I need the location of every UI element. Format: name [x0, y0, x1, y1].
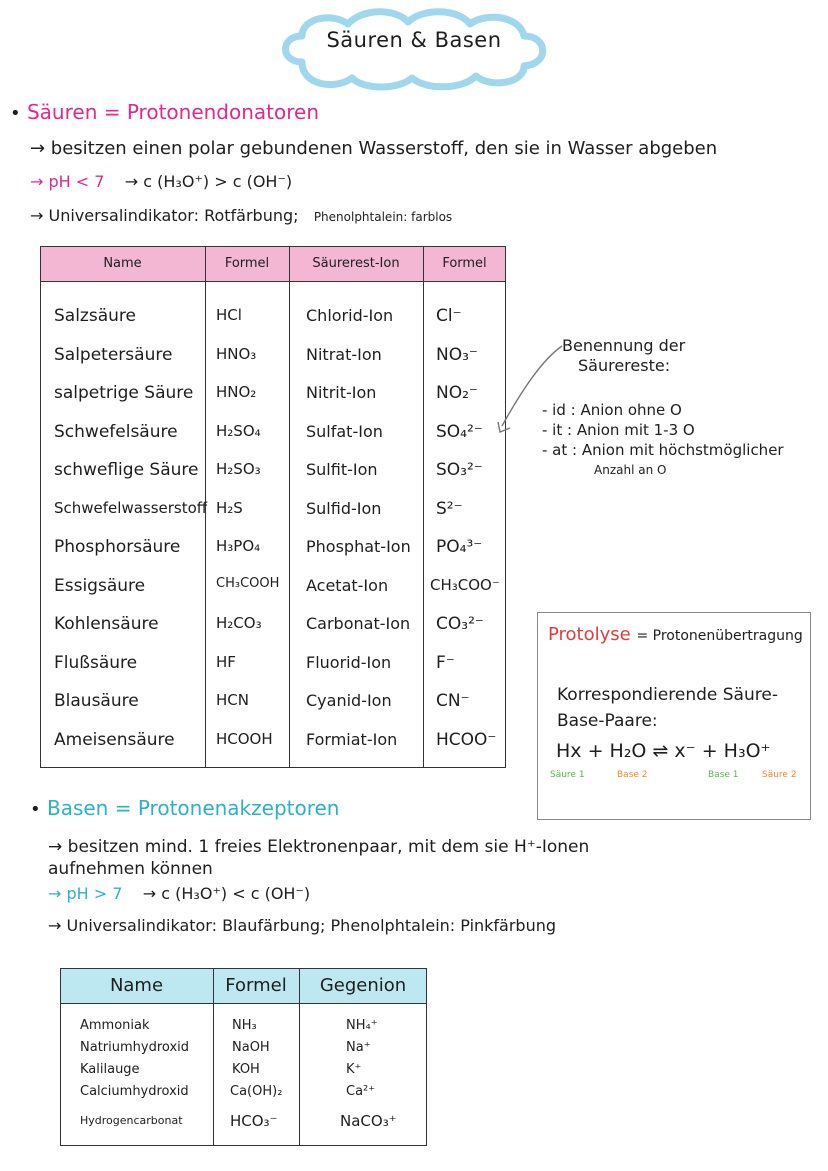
residue-formula: PO₄³⁻	[436, 537, 483, 557]
acid-name: Essigsäure	[54, 575, 146, 596]
naming-title-line2: Säurereste:	[578, 356, 671, 375]
acid-formula: CH₃COOH	[216, 575, 280, 591]
label-acid-1: Säure 1	[550, 770, 585, 780]
residue-formula: F⁻	[436, 652, 455, 673]
acid-formula: H₃PO₄	[216, 537, 261, 555]
label-base-2: Base 2	[617, 770, 648, 780]
acids-header-acid-residue: Säurerest-Ion	[312, 256, 400, 271]
residue-name: Chlorid-Ion	[306, 306, 394, 325]
acid-name: schweflige Säure	[54, 460, 199, 480]
table-row	[40, 416, 506, 455]
bases-concentration: → c (H₃O⁺) < c (OH⁻)	[142, 884, 311, 903]
table-row	[40, 339, 506, 378]
table-row	[40, 570, 506, 609]
base-formula: KOH	[232, 1062, 260, 1077]
acid-formula: HF	[216, 652, 236, 671]
table-row	[40, 608, 506, 647]
acid-formula: HCl	[216, 306, 242, 324]
base-name: Calciumhydroxid	[80, 1084, 189, 1099]
table-row	[40, 377, 506, 416]
page-title: Säuren & Basen	[326, 28, 502, 52]
acid-formula: H₂S	[216, 498, 243, 517]
naming-rule-it: - it : Anion mit 1-3 O	[542, 421, 695, 439]
acid-name: Salzsäure	[54, 306, 136, 326]
acids-heading: • Säuren = Protonendonatoren	[10, 100, 320, 124]
residue-formula: CH₃COO⁻	[430, 575, 500, 594]
bases-header-formula: Formel	[225, 975, 287, 996]
acids-header-residue-formula: Formel	[442, 256, 487, 271]
acids-concentration: → c (H₃O⁺) > c (OH⁻)	[124, 172, 293, 191]
residue-formula: CN⁻	[436, 691, 470, 711]
residue-name: Carbonat-Ion	[306, 614, 411, 633]
bases-ph-value: → pH > 7	[48, 884, 123, 903]
base-formula: HCO₃⁻	[230, 1112, 278, 1130]
table-row	[40, 685, 506, 724]
bases-header-counterion: Gegenion	[319, 975, 407, 996]
acid-formula: H₂CO₃	[216, 614, 262, 632]
residue-name: Nitrit-Ion	[306, 383, 377, 402]
base-formula: NaOH	[232, 1040, 270, 1055]
acids-indicator-universal: → Universalindikator: Rotfärbung;	[30, 206, 299, 225]
table-row	[40, 724, 506, 763]
residue-formula: HCOO⁻	[436, 729, 497, 750]
acid-formula: H₂SO₄	[216, 421, 261, 440]
acids-indicator-line	[30, 206, 452, 225]
acids-heading-text: Säuren = Protonendonatoren	[26, 100, 320, 124]
bases-property-line: → besitzen mind. 1 freies Elektronenpaar, mit dem sie H⁺-Ionen aufnehmen können	[48, 837, 590, 879]
acid-formula: HNO₂	[216, 383, 257, 401]
corr-line2: Base-Paare:	[557, 711, 658, 731]
residue-name: Acetat-Ion	[306, 575, 389, 595]
residue-name: Nitrat-Ion	[306, 344, 382, 364]
bases-heading-text: Basen = Protonenakzeptoren	[46, 796, 340, 820]
acid-name: Phosphorsäure	[54, 537, 181, 557]
residue-formula: SO₄²⁻	[436, 421, 483, 442]
residue-formula: NO₂⁻	[436, 383, 478, 403]
base-counterion: Ca²⁺	[346, 1084, 376, 1099]
bases-ph-line	[48, 884, 310, 903]
acids-property-line: → besitzen einen polar gebundenen Wasserstoff, den sie in Wasser abgeben	[30, 138, 718, 159]
table-row	[40, 647, 506, 686]
residue-formula: Cl⁻	[436, 306, 462, 326]
residue-name: Sulfid-Ion	[306, 498, 382, 518]
residue-formula: S²⁻	[436, 498, 463, 519]
naming-title-line1: Benennung der	[562, 336, 686, 355]
naming-note-title	[562, 336, 685, 376]
base-formula: NH₃	[232, 1018, 257, 1033]
residue-name: Formiat-Ion	[306, 729, 398, 749]
corresponding-pairs-label	[557, 682, 778, 734]
acid-name: Flußsäure	[54, 652, 138, 673]
acids-ph-line	[30, 172, 292, 191]
table-row	[40, 531, 506, 570]
base-counterion: Na⁺	[346, 1040, 371, 1055]
residue-name: Sulfat-Ion	[306, 421, 383, 441]
acids-indicator-phenol: Phenolphtalein: farblos	[313, 210, 453, 224]
acid-name: Kohlensäure	[54, 614, 159, 634]
residue-name: Phosphat-Ion	[306, 537, 411, 556]
acids-header-name: Name	[103, 256, 142, 271]
base-name: Ammoniak	[80, 1018, 150, 1033]
acid-formula: HCN	[216, 691, 249, 709]
protolysis-word: Protolyse	[548, 624, 631, 645]
label-acid-2: Säure 2	[762, 770, 797, 780]
bases-header-name: Name	[109, 975, 164, 996]
naming-rule-id: - id : Anion ohne O	[542, 401, 682, 419]
base-name: Kalilauge	[80, 1062, 140, 1077]
acid-name: Schwefelsäure	[54, 421, 178, 442]
base-counterion: NH₄⁺	[346, 1018, 378, 1033]
residue-formula: CO₃²⁻	[436, 614, 484, 634]
base-name: Natriumhydroxid	[80, 1040, 190, 1055]
table-row	[40, 300, 506, 339]
residue-name: Fluorid-Ion	[306, 652, 392, 672]
acids-header-formula: Formel	[224, 256, 270, 271]
label-base-1: Base 1	[708, 770, 739, 780]
acid-name: Salpetersäure	[54, 344, 173, 365]
acid-formula: HNO₃	[216, 344, 257, 363]
naming-rule-at: - at : Anion mit höchstmöglicher	[542, 441, 784, 459]
acid-name: Schwefelwasserstoff	[54, 498, 208, 517]
acid-formula: H₂SO₃	[216, 460, 261, 478]
acid-name: salpetrige Säure	[54, 383, 194, 403]
residue-name: Sulfit-Ion	[306, 460, 378, 479]
bases-indicator-line: → Universalindikator: Blaufärbung; Phenolphtalein: Pinkfärbung	[48, 916, 557, 935]
naming-rule-at-cont: Anzahl an O	[594, 463, 667, 477]
acid-name: Blausäure	[54, 691, 139, 711]
base-name: Hydrogencarbonat	[80, 1114, 183, 1127]
residue-formula: SO₃²⁻	[436, 460, 483, 480]
base-counterion: K⁺	[346, 1062, 362, 1077]
naming-rules-list	[542, 400, 784, 480]
residue-name: Cyanid-Ion	[306, 691, 392, 710]
protolysis-equation: Hx + H₂O ⇌ x⁻ + H₃O⁺	[556, 740, 771, 762]
corr-line1: Korrespondierende Säure-	[557, 685, 778, 705]
acids-ph-value: → pH < 7	[30, 172, 105, 191]
bases-heading: • Basen = Protonenakzeptoren	[30, 796, 340, 820]
acid-formula: HCOOH	[216, 729, 273, 748]
acid-name: Ameisensäure	[54, 729, 175, 750]
residue-formula: NO₃⁻	[436, 344, 478, 365]
protolysis-title	[548, 624, 803, 645]
table-row	[40, 454, 506, 493]
table-row	[40, 493, 506, 532]
base-formula: Ca(OH)₂	[230, 1084, 283, 1099]
base-counterion: NaCO₃⁺	[340, 1112, 397, 1130]
protolysis-definition: = Protonenübertragung	[636, 628, 803, 644]
